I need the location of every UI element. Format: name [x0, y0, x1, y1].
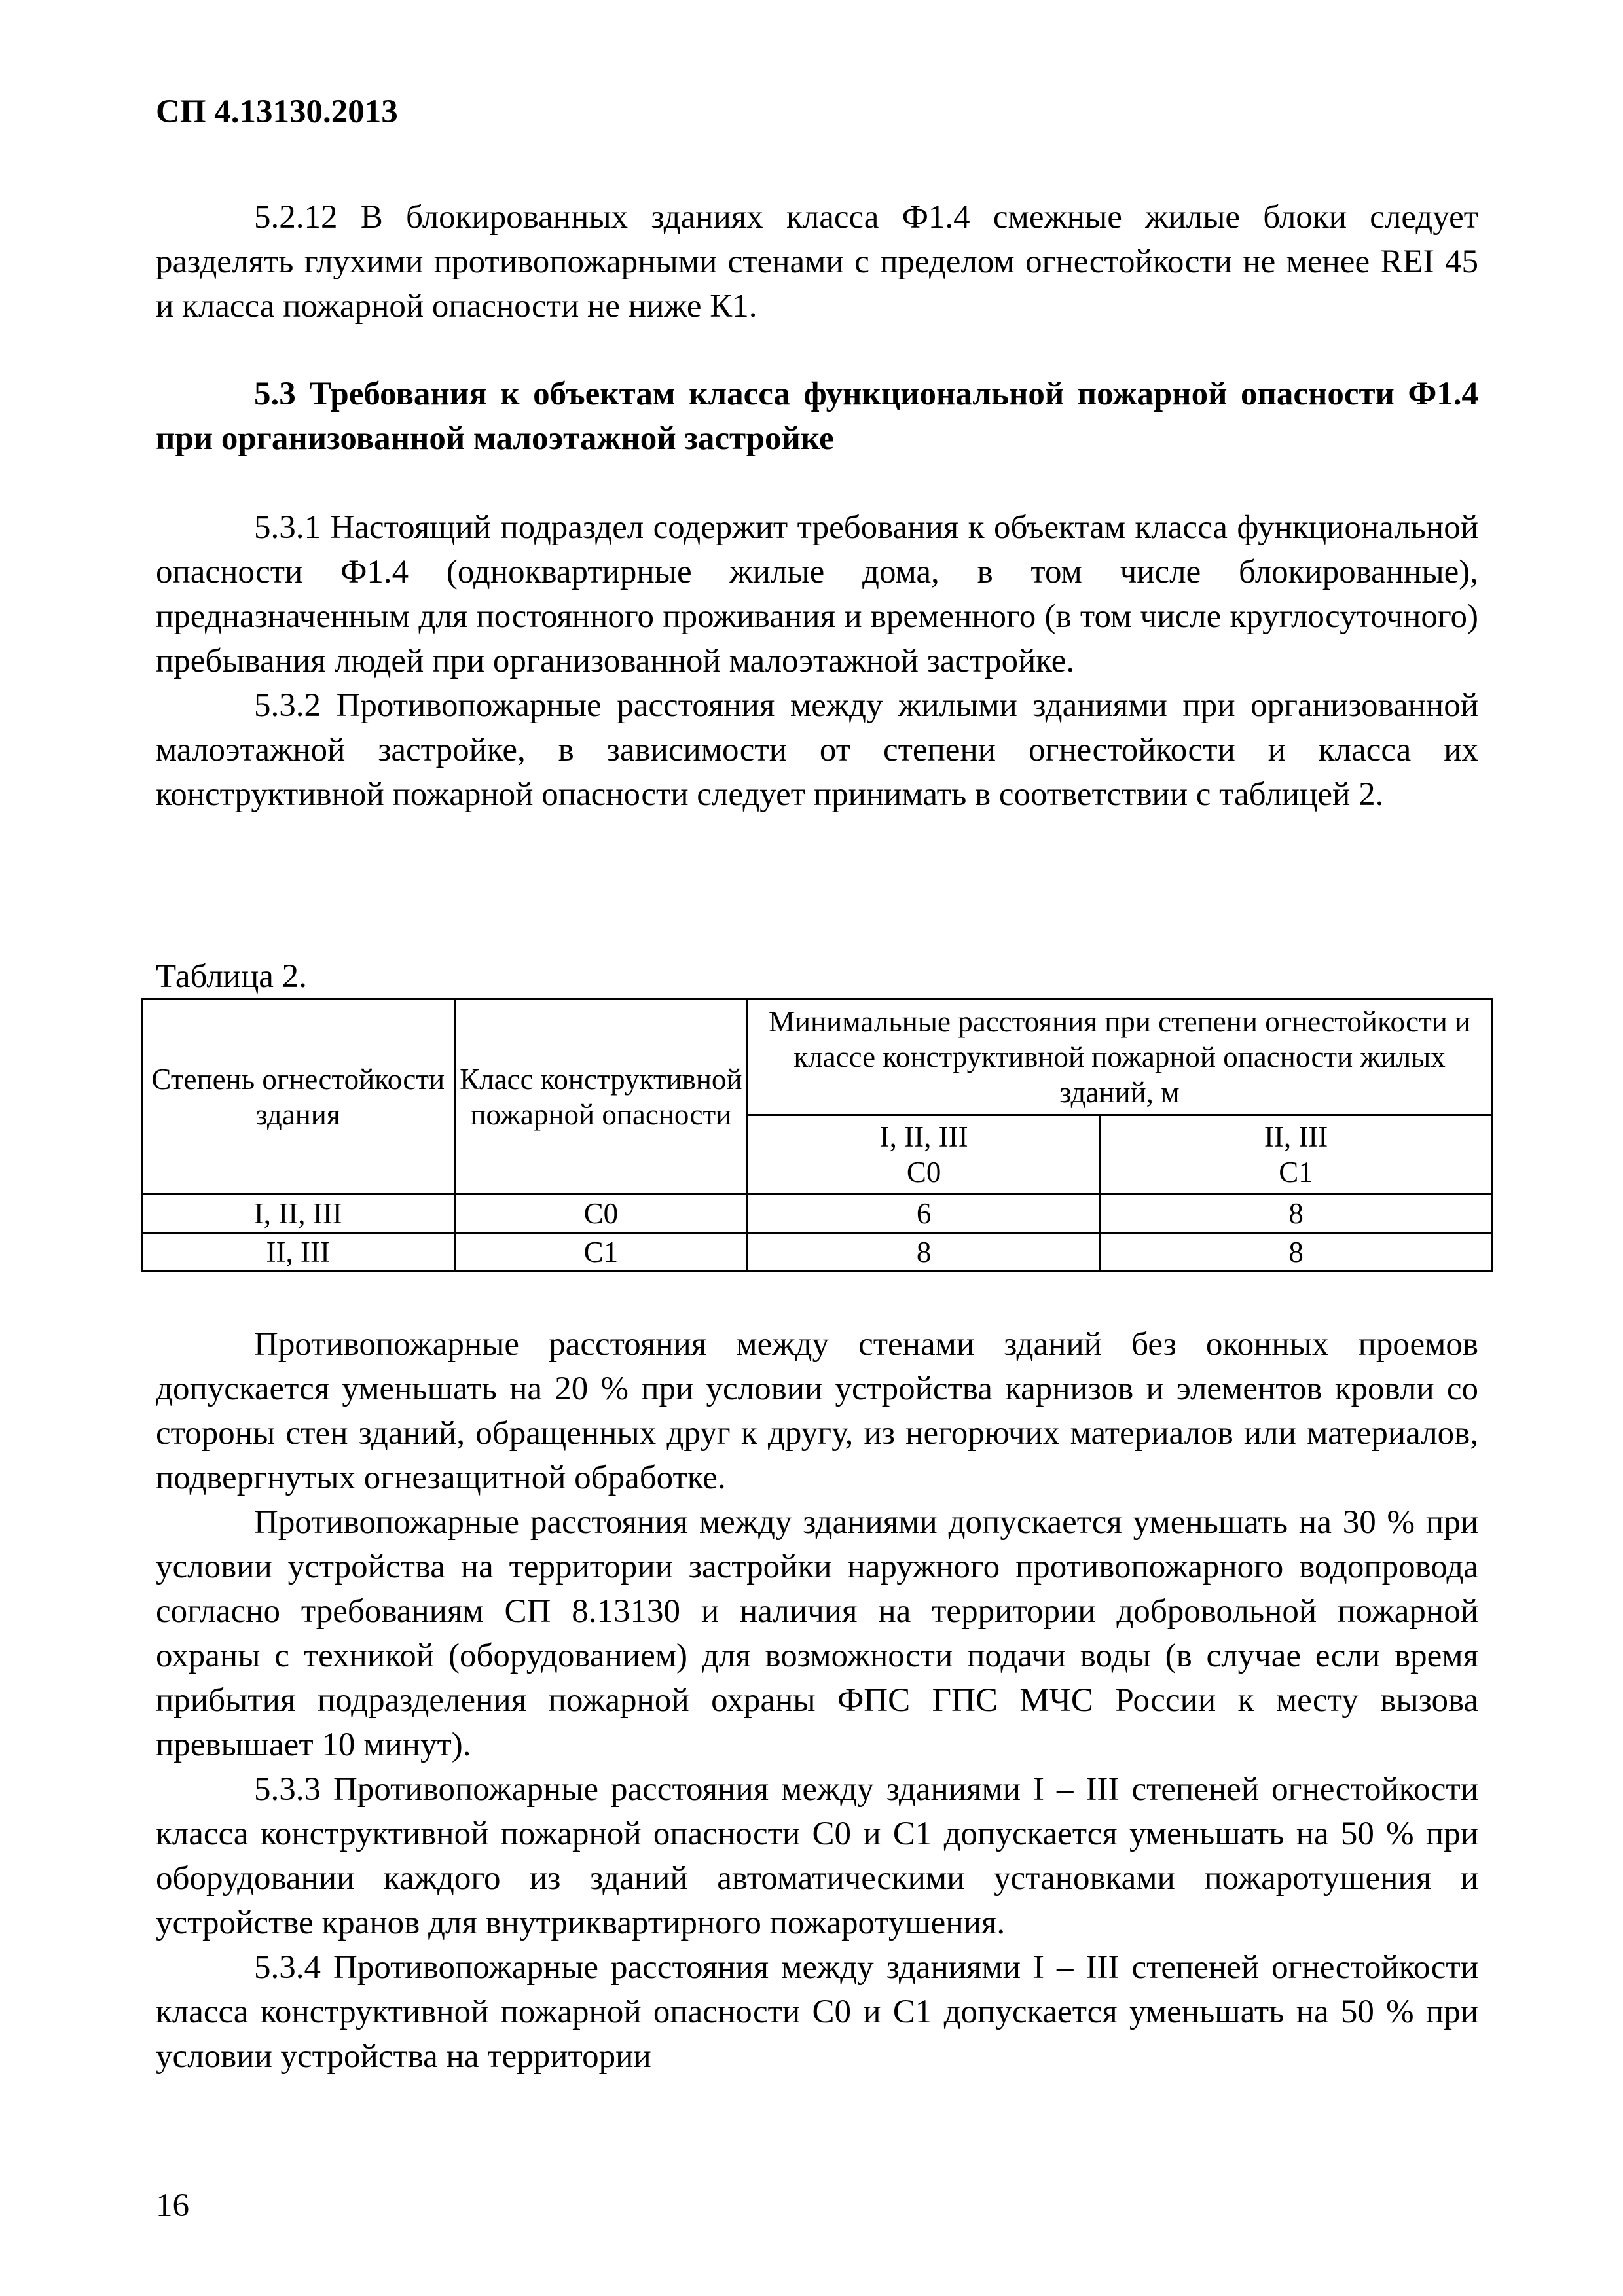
header-class: Класс конструктивной пожарной опасности	[454, 999, 748, 1194]
document-code-header: СП 4.13130.2013	[156, 94, 398, 130]
cell-degree: II, III	[142, 1233, 455, 1272]
cell-distance-c1: 8	[1101, 1194, 1492, 1233]
cell-distance-c1: 8	[1101, 1233, 1492, 1272]
header-degree: Степень огнестойкости здания	[142, 999, 455, 1194]
paragraph-5-2-12: 5.2.12 В блокированных зданиях класса Ф1.4 смежные жилые блоки следует разделять глухими противопожарными стенами с пределом огнестойкости не менее REI 45 и класса пожарной опасности не ниже К1.	[156, 199, 1478, 325]
subheader-c0-degree: I, II, III	[879, 1121, 968, 1153]
paragraph-5-3-2: 5.3.2 Противопожарные расстояния между жилыми зданиями при организованной малоэтажной застройке, в зависимости от степени огнестойкости и класса их конструктивной пожарной опасности следует принимать в соответствии с таблицей 2.	[156, 687, 1478, 813]
page-number: 16	[156, 2187, 189, 2224]
paragraph-5-3-1: 5.3.1 Настоящий подраздел содержит требования к объектам класса функциональной опасности Ф1.4 (одноквартирные жилые дома, в том числе блокированные), предназначенным для постоянного проживания и временного (в том числе круглосуточного) пребывания людей при организованной малоэтажной застройке.	[156, 509, 1478, 679]
section-5-3-heading: 5.3 Требования к объектам класса функциональной пожарной опасности Ф1.4 при организованной малоэтажной застройке	[156, 376, 1478, 457]
section-5-3-heading-block	[156, 372, 1478, 461]
subheader-c0-class: С0	[906, 1156, 941, 1189]
paragraph-after-table-block	[156, 1322, 1478, 2079]
paragraph-5-2-12-block	[156, 195, 1478, 329]
table-row	[142, 1233, 1492, 1272]
subheader-c1-degree: II, III	[1264, 1121, 1328, 1153]
paragraph-distance-reduction-20: Противопожарные расстояния между стенами зданий без оконных проемов допускается уменьшать на 20 % при условии устройства карнизов и элементов кровли со стороны стен зданий, обращенных друг к другу, из негорючих материалов или материалов, подвергнутых огнезащитной обработке.	[156, 1326, 1478, 1496]
cell-distance-c0: 6	[748, 1194, 1101, 1233]
subheader-c0	[748, 1115, 1101, 1194]
table-row	[142, 1194, 1492, 1233]
subheader-c1	[1101, 1115, 1492, 1194]
header-min-distance: Минимальные расстояния при степени огнестойкости и классе конструктивной пожарной опасности жилых зданий, м	[748, 999, 1492, 1115]
paragraph-5-3-block	[156, 505, 1478, 817]
table-caption: Таблица 2.	[156, 958, 307, 995]
cell-degree: I, II, III	[142, 1194, 455, 1233]
table-header-row	[142, 999, 1492, 1115]
fire-distance-table	[141, 998, 1493, 1272]
paragraph-distance-reduction-30: Противопожарные расстояния между зданиями допускается уменьшать на 30 % при условии устройства на территории застройки наружного противопожарного водопровода согласно требованиям СП 8.13130 и наличия на территории добровольной пожарной охраны с техникой (оборудованием) для возможности подачи воды (в случае если время прибытия подразделения пожарной охраны ФПС ГПС МЧС России к месту вызова превышает 10 минут).	[156, 1504, 1478, 1763]
cell-class: С0	[454, 1194, 748, 1233]
subheader-c1-class: С1	[1279, 1156, 1313, 1189]
cell-class: С1	[454, 1233, 748, 1272]
paragraph-5-3-3: 5.3.3 Противопожарные расстояния между зданиями I – III степеней огнестойкости класса конструктивной пожарной опасности С0 и С1 допускается уменьшать на 50 % при оборудовании каждого из зданий автоматическими установками пожаротушения и устройстве кранов для внутриквартирного пожаротушения.	[156, 1771, 1478, 1941]
cell-distance-c0: 8	[748, 1233, 1101, 1272]
paragraph-5-3-4: 5.3.4 Противопожарные расстояния между зданиями I – III степеней огнестойкости класса конструктивной пожарной опасности С0 и С1 допускается уменьшать на 50 % при условии устройства на территории	[156, 1949, 1478, 2075]
